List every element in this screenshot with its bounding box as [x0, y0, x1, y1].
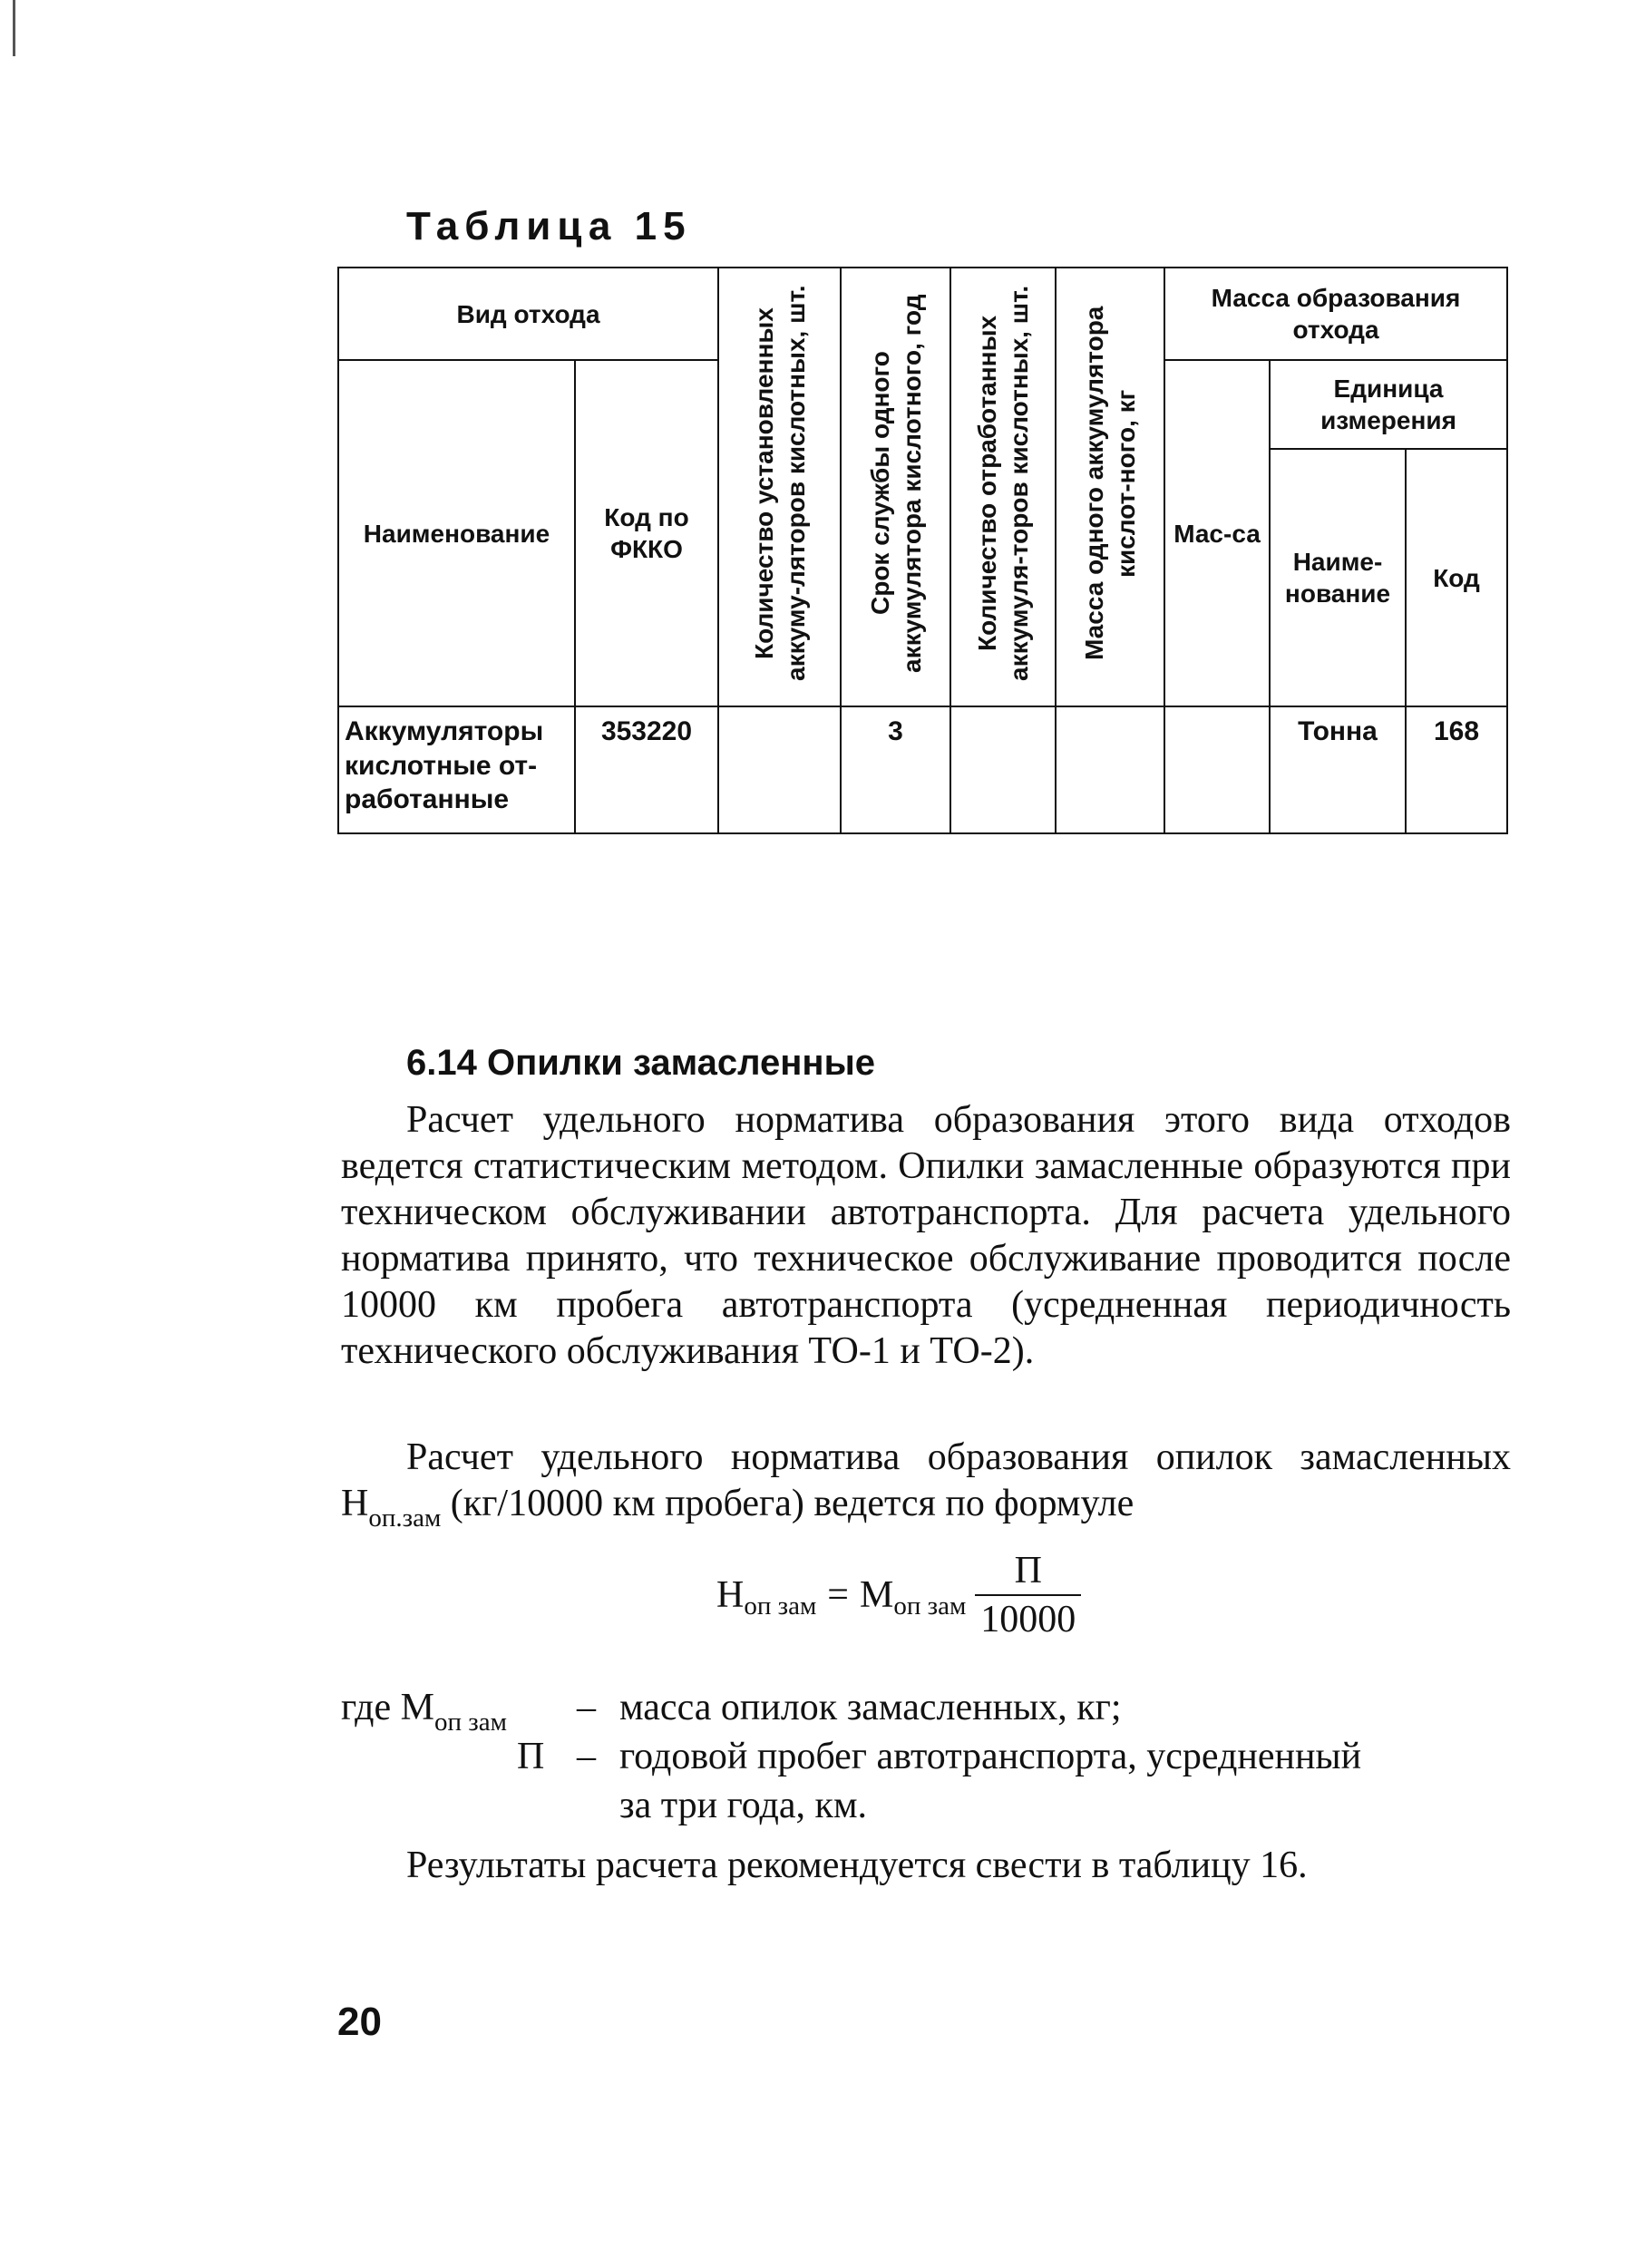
cell-kod-ed: 168	[1406, 706, 1507, 833]
header-massa-odnogo-text: Масса одного аккумулятора кислот-ного, кг	[1080, 306, 1140, 661]
formula-fraction	[975, 1549, 1081, 1641]
paragraph-formula-intro-sub: оп.зам	[368, 1504, 442, 1533]
where-dash-mass: –	[577, 1687, 596, 1728]
page-number: 20	[337, 2000, 382, 2044]
formula-numerator: П	[1014, 1550, 1042, 1591]
header-kolichestvo-otrabotannykh	[950, 268, 1056, 706]
header-massa-odnogo	[1056, 268, 1164, 706]
paragraph-formula-intro-start: Расчет удельного норматива образования опилок замасленных Н	[341, 1436, 1511, 1524]
header-naimenovanie-ed: Наиме-нование	[1270, 449, 1406, 706]
cell-massa-odnogo	[1056, 706, 1164, 833]
cell-kod-fkko: 353220	[575, 706, 718, 833]
cell-naimenovanie-ed: Тонна	[1270, 706, 1406, 833]
header-srok-sluzhby-text: Срок службы одного аккумулятора кислотного, год	[865, 294, 926, 673]
header-kod-fkko: Код по ФККО	[575, 360, 718, 706]
header-vid-otkhoda: Вид отхода	[338, 268, 718, 360]
where-text-probeg-cont: за три года, км.	[619, 1785, 868, 1826]
paragraph-method: Расчет удельного норматива образования этого вида отходов ведется статистическим методом. Опилки замасленные образуются при техническом обслуживании автотранспорта. Для расчета удельного норматива принято, что техническое обслуживание проводится после 10000 км пробега автотранспорта (усредненная периодичность технического обслуживания ТО-1 и ТО-2).	[341, 1099, 1511, 1372]
cell-massa	[1164, 706, 1270, 833]
header-kolichestvo-otrabotannykh-text: Количество отработанных аккумуля-торов кислотных, шт.	[973, 285, 1033, 682]
formula-denominator: 10000	[975, 1594, 1081, 1641]
where-text-probeg: годовой пробег автотранспорта, усредненный	[619, 1736, 1362, 1777]
header-massa-obrazovaniya: Масса образования отхода	[1164, 268, 1507, 360]
formula-equals: =	[827, 1574, 849, 1616]
formula-rhs-sub: оп зам	[893, 1591, 967, 1621]
where-text-mass: масса опилок замасленных, кг;	[619, 1687, 1122, 1728]
header-kod-ed: Код	[1406, 449, 1507, 706]
section-heading: 6.14 Опилки замасленные	[406, 1043, 875, 1083]
header-massa: Мас-са	[1164, 360, 1270, 706]
waste-table	[337, 267, 1508, 834]
where-dash-probeg: –	[577, 1736, 596, 1777]
header-kolichestvo-ustanovlennykh-text: Количество установленных аккуму-ляторов кислотных, шт.	[749, 285, 810, 682]
formula-lhs: Н	[716, 1574, 745, 1616]
table-caption: Таблица 15	[406, 204, 692, 248]
header-srok-sluzhby	[841, 268, 950, 706]
where-lead: где М	[341, 1687, 434, 1728]
formula-rhs: М	[859, 1574, 894, 1616]
paragraph-conclusion: Результаты расчета рекомендуется свести в таблицу 16.	[406, 1845, 1308, 1886]
cell-kolichestvo-otrabotannykh	[950, 706, 1056, 833]
table-row	[338, 706, 1507, 833]
formula-lhs-sub: оп зам	[744, 1591, 817, 1621]
header-naimenovanie: Наименование	[338, 360, 575, 706]
cell-kolichestvo-ustanovlennykh	[718, 706, 841, 833]
cell-srok-sluzhby: 3	[841, 706, 950, 833]
where-row-mass	[341, 1685, 507, 1735]
cell-naimenovanie: Аккумуляторы кислотные от-работанные	[338, 706, 575, 833]
paragraph-formula-intro	[341, 1435, 1511, 1531]
where-sub: оп зам	[434, 1708, 507, 1737]
paragraph-formula-intro-end: (кг/10000 км пробега) ведется по формуле	[441, 1483, 1134, 1524]
formula	[716, 1549, 1081, 1641]
header-edinitsa-izmereniya: Единица измерения	[1270, 360, 1507, 449]
header-kolichestvo-ustanovlennykh	[718, 268, 841, 706]
scan-edge-mark	[13, 0, 15, 56]
where-lead-probeg: П	[517, 1736, 545, 1777]
